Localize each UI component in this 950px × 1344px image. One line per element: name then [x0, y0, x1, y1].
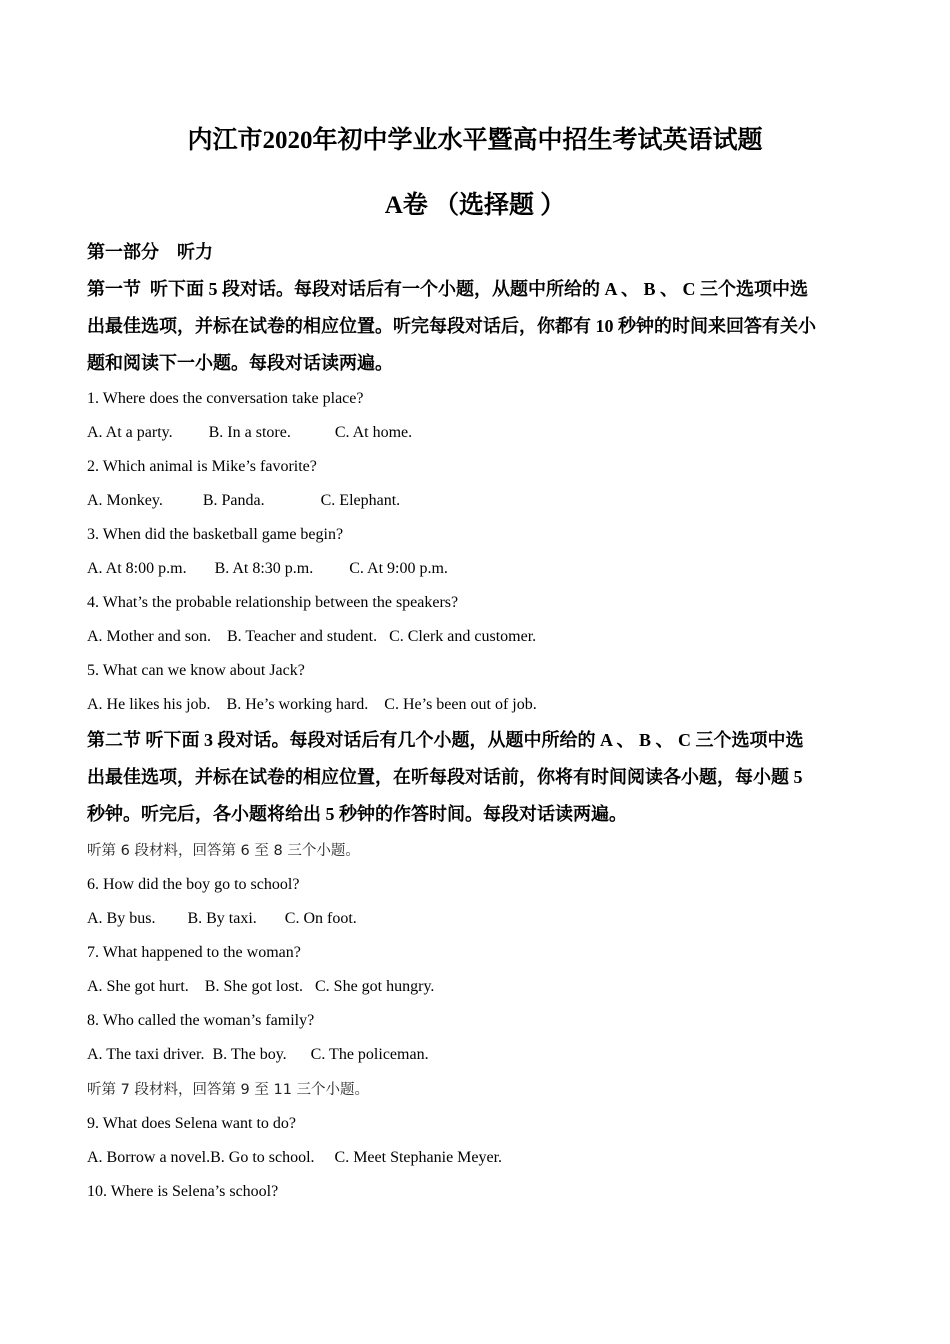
question-8: 8. Who called the woman’s family? [87, 1012, 315, 1029]
options-8: A. The taxi driver. B. The boy. C. The policeman. [87, 1046, 429, 1063]
options-2: A. Monkey. B. Panda. C. Elephant. [87, 492, 401, 509]
paper-subtitle: A卷 （选择题 ） [384, 192, 566, 219]
question-5: 5. What can we know about Jack? [87, 662, 305, 679]
section1-instructions-line: 题和阅读下一小题。每段对话读两遍。 [87, 353, 393, 373]
question-7: 7. What happened to the woman? [87, 944, 301, 961]
options-9: A. Borrow a novel.B. Go to school. C. Meet Stephanie Meyer. [87, 1149, 503, 1166]
section1-instructions-line: 出最佳选项，并标在试卷的相应位置。听完每段对话后，你都有 10 秒钟的时间来回答有关小 [87, 316, 816, 336]
section2-instructions-line: 出最佳选项，并标在试卷的相应位置，在听每段对话前，你将有时间阅读各小题，每小题 5 [87, 767, 803, 787]
options-6: A. By bus. B. By taxi. C. On foot. [87, 910, 357, 927]
section2-instructions-line: 秒钟。听完后，各小题将给出 5 秒钟的作答时间。每段对话读两遍。 [87, 804, 627, 824]
question-4: 4. What’s the probable relationship between the speakers? [87, 594, 459, 611]
question-9: 9. What does Selena want to do? [87, 1115, 296, 1132]
question-10: 10. Where is Selena’s school? [87, 1183, 279, 1200]
options-7: A. She got hurt. B. She got lost. C. She got hungry. [87, 978, 435, 995]
question-3: 3. When did the basketball game begin? [87, 526, 344, 543]
options-3: A. At 8:00 p.m. B. At 8:30 p.m. C. At 9:00 p.m. [87, 560, 448, 577]
material-6-note: 听第 6 段材料，回答第 6 至 8 三个小题。 [87, 843, 360, 859]
question-1: 1. Where does the conversation take place? [87, 390, 364, 407]
options-5: A. He likes his job. B. He’s working hard. C. He’s been out of job. [87, 696, 537, 713]
options-4: A. Mother and son. B. Teacher and student. C. Clerk and customer. [87, 628, 537, 645]
part-heading: 第一部分 听力 [87, 242, 213, 262]
question-2: 2. Which animal is Mike’s favorite? [87, 458, 317, 475]
question-6: 6. How did the boy go to school? [87, 876, 300, 893]
options-1: A. At a party. B. In a store. C. At home. [87, 424, 413, 441]
material-7-note: 听第 7 段材料，回答第 9 至 11 三个小题。 [87, 1082, 370, 1098]
section1-instructions-line: 第一节 听下面 5 段对话。每段对话后有一个小题，从题中所给的 A 、 B 、 C 三个选项中选 [87, 279, 809, 299]
exam-title: 内江市2020年初中学业水平暨高中招生考试英语试题 [187, 127, 763, 154]
section2-instructions-line: 第二节 听下面 3 段对话。每段对话后有几个小题，从题中所给的 A 、 B 、 C 三个选项中选 [87, 730, 804, 750]
